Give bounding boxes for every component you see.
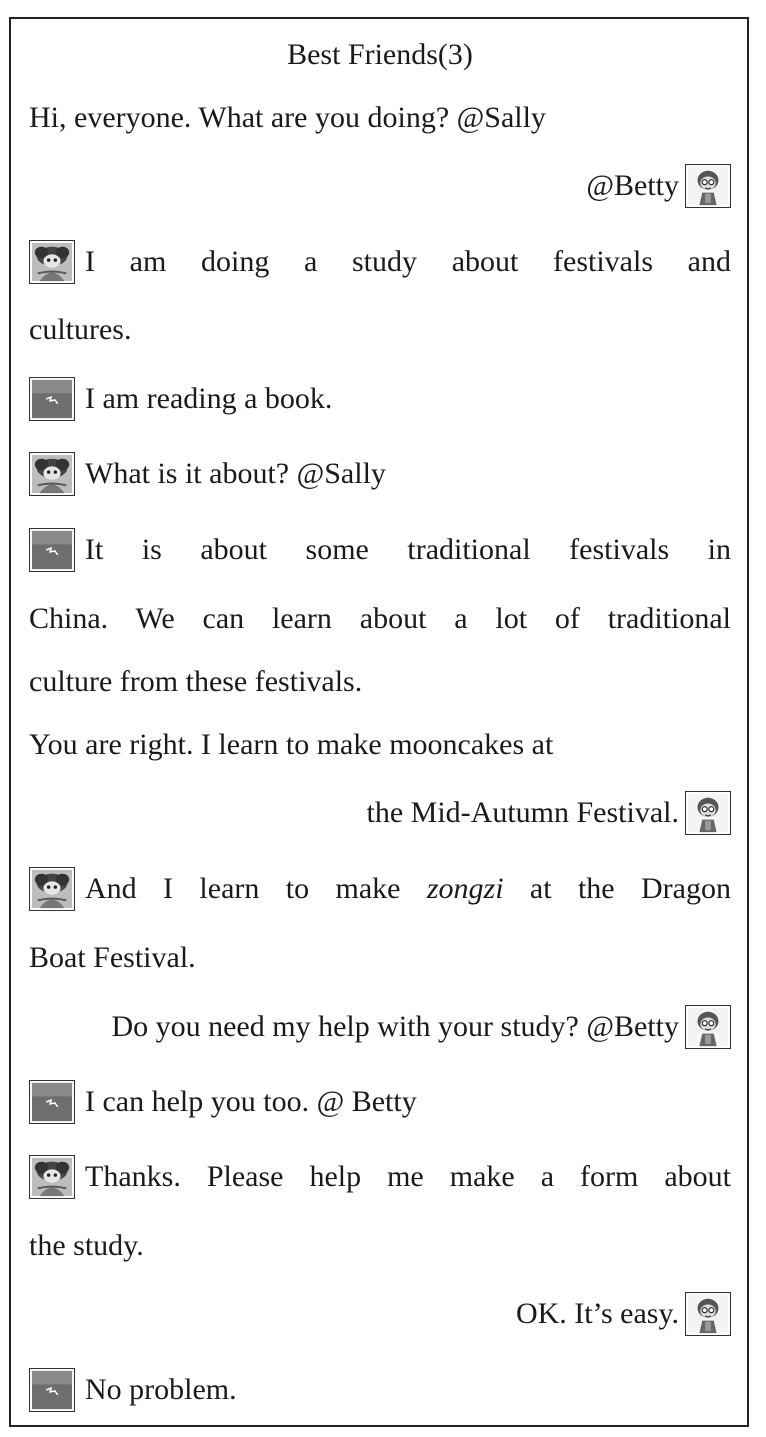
message-boy-1: You are right. I learn to make mooncakes at [29, 728, 554, 761]
girl-avatar-icon [29, 240, 75, 284]
message-girl-2: What is it about? @Sally [29, 450, 731, 498]
message-betty-1: Hi, everyone. What are you doing? @Sally [29, 101, 546, 134]
girl-avatar-icon [29, 867, 75, 911]
message-girl-4-cont: the study. [29, 1229, 144, 1262]
page-title: Best Friends(3) [287, 38, 473, 71]
girl-avatar-icon [29, 452, 75, 496]
girl-avatar-icon [29, 1155, 75, 1199]
gray-avatar-icon [29, 1368, 75, 1412]
message-gray-2-cont-2: culture from these festivals. [29, 665, 363, 698]
dialogue-frame [9, 17, 749, 1427]
boy-avatar-icon [685, 1005, 731, 1049]
message-gray-1: I am reading a book. [29, 375, 731, 423]
message-girl-3-cont: Boat Festival. [29, 941, 196, 974]
gray-avatar-icon [29, 1080, 75, 1124]
gray-avatar-icon [29, 528, 75, 572]
message-boy-1-cont: the Mid-Autumn Festival. [29, 789, 731, 837]
message-boy-2: Do you need my help with your study? @Betty [29, 1003, 731, 1051]
message-girl-4: Thanks. Please help me make a form about [29, 1153, 731, 1201]
boy-avatar-icon [685, 164, 731, 208]
message-girl-1: I am doing a study about festivals and [29, 238, 731, 286]
message-girl-1-cont: cultures. [29, 313, 132, 346]
message-gray-2: It is about some traditional festivals in [29, 526, 731, 574]
boy-avatar-icon [685, 791, 731, 835]
message-gray-3: I can help you too. @ Betty [29, 1078, 731, 1126]
message-boy-3: OK. It’s easy. [29, 1290, 731, 1338]
message-sally-mention: @Betty [29, 162, 731, 210]
message-gray-4: No problem. [29, 1366, 731, 1414]
message-gray-2-cont-1: China. We can learn about a lot of traditional [29, 602, 731, 635]
gray-avatar-icon [29, 377, 75, 421]
boy-avatar-icon [685, 1292, 731, 1336]
message-girl-3: And I learn to make zongzi at the Dragon [29, 865, 731, 913]
